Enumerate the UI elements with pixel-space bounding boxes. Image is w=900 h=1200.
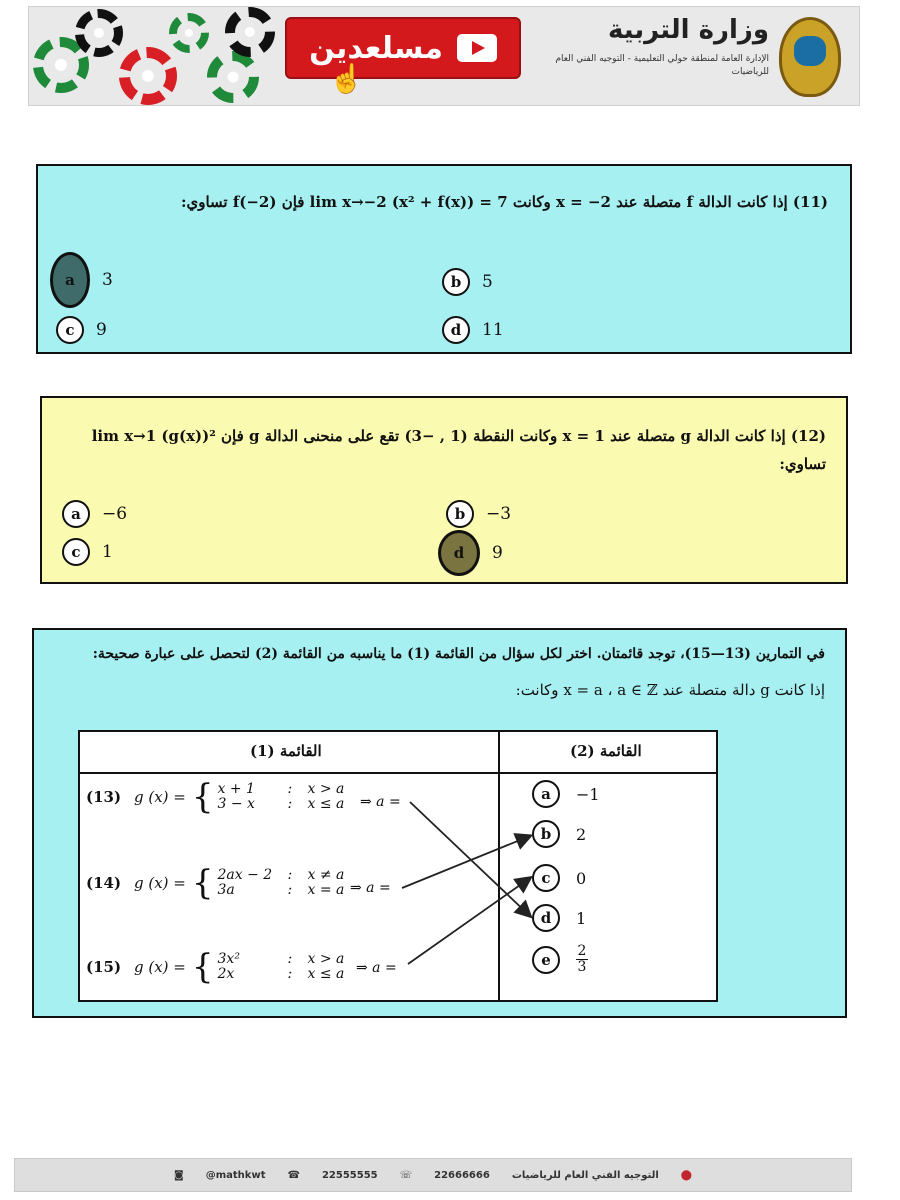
footer-instagram: @mathkwt: [205, 1169, 266, 1181]
piecewise-cases: 2ax − 2 : x ≠ a 3a : x = a: [217, 867, 345, 898]
brace-icon: {: [191, 863, 214, 903]
function-label: g (x) =: [134, 958, 186, 976]
list2-letter: a: [532, 780, 560, 808]
gear-icon: [75, 9, 123, 57]
list2-value: 2: [576, 824, 587, 844]
list2-letter: c: [532, 864, 560, 892]
question-12-stem: (12) إذا كانت الدالة g متصلة عند x = 1 وكانت النقطة (1 , −3) تقع على منحنى الدالة g فإن lim x→1 (g(x))²: [91, 427, 826, 445]
option-value: 5: [482, 272, 493, 292]
implies-a: ⇒ a =: [350, 880, 391, 896]
gear-icon: [225, 7, 275, 57]
header-banner: [28, 6, 860, 106]
option-letter-d-selected: d: [438, 530, 480, 576]
instagram-icon: ◙: [174, 1169, 184, 1181]
option-letter: b: [446, 500, 474, 528]
option-d[interactable]: [438, 530, 503, 576]
option-value: 9: [96, 320, 107, 340]
list2-value: 1: [576, 908, 587, 928]
option-value: 1: [102, 542, 113, 562]
list2-value: −1: [576, 784, 600, 804]
function-label: g (x) =: [134, 874, 186, 892]
matching-table: [78, 730, 718, 1002]
implies-a: ⇒ a =: [360, 794, 401, 810]
list2-letter: e: [532, 946, 560, 974]
option-letter: b: [442, 268, 470, 296]
option-value: −3: [486, 504, 512, 524]
hand-cursor-icon: ☝: [329, 62, 364, 95]
fraction-value: $\frac{2}{3}$: [577, 943, 587, 975]
piecewise-cases: x + 1 : x > a 3 − x : x ≤ a: [217, 781, 345, 812]
matching-exercise-box: [32, 628, 847, 1018]
option-letter: a: [62, 500, 90, 528]
option-letter: c: [62, 538, 90, 566]
footer-bar: [14, 1158, 852, 1192]
gear-icon: [207, 51, 259, 103]
option-value: 3: [102, 270, 113, 290]
option-letter: c: [56, 316, 84, 344]
youtube-play-icon: [457, 34, 497, 62]
option-value: 11: [482, 320, 504, 340]
list2-letter: b: [532, 820, 560, 848]
option-c[interactable]: [56, 316, 107, 344]
option-a[interactable]: [50, 252, 113, 308]
list2-letter: d: [532, 904, 560, 932]
option-b[interactable]: [442, 268, 493, 296]
arrow-15-to-c: [408, 878, 530, 964]
kuwait-emblem-icon: [779, 17, 841, 97]
row-number: (14): [86, 874, 122, 892]
option-a[interactable]: [62, 500, 127, 528]
location-icon: ⬤: [680, 1169, 692, 1181]
ministry-name: وزارة التربية: [607, 15, 769, 45]
arrow-13-to-d: [410, 802, 530, 916]
brace-icon: {: [191, 777, 214, 817]
gear-icon: [169, 13, 209, 53]
list1-header: القائمة (1): [250, 742, 322, 760]
list2-header: القائمة (2): [570, 742, 642, 760]
footer-fax: 22666666: [434, 1169, 490, 1181]
phone-icon: ☎: [287, 1169, 300, 1181]
option-letter-a-selected: a: [50, 252, 90, 308]
function-label: g (x) =: [134, 788, 186, 806]
implies-a: ⇒ a =: [356, 960, 397, 976]
option-b[interactable]: [446, 500, 511, 528]
brace-icon: {: [191, 947, 214, 987]
footer-phone: 22555555: [321, 1169, 378, 1181]
option-c[interactable]: [62, 538, 113, 566]
option-value: −6: [102, 504, 128, 524]
arrow-14-to-b: [402, 836, 530, 888]
option-d[interactable]: [442, 316, 504, 344]
footer-department: التوجيه الفني العام للرياضيات: [511, 1169, 659, 1181]
matching-given: إذا كانت g دالة متصلة عند x = a ، a ∈ ℤ وكانت:: [515, 681, 825, 699]
matching-instruction: في التمارين (13—15)، توجد قائمتان. اختر لكل سؤال من القائمة (1) ما يناسبه من القائمة (2) لتحصل على عبارة صحيحة:: [92, 646, 825, 662]
row-number: (15): [86, 958, 122, 976]
question-11-stem: (11) إذا كانت الدالة f متصلة عند x = −2 وكانت lim x→−2 (x² + f(x)) = 7 فإن f(−2) تساوي:: [180, 193, 828, 211]
question-11-box: [36, 164, 852, 354]
list2-value: 0: [576, 868, 587, 888]
channel-button-label: مسلعدين: [309, 30, 443, 66]
youtube-channel-button[interactable]: [285, 17, 521, 79]
ministry-subtitle: الإدارة العامة لمنطقة حولي التعليمية - التوجيه الفني العام للرياضيات: [555, 54, 769, 77]
gear-icon: [119, 47, 177, 105]
question-12-box: [40, 396, 848, 584]
question-12-stem-continued: تساوي:: [779, 455, 826, 473]
matching-arrows: [80, 732, 720, 1004]
option-letter: d: [442, 316, 470, 344]
option-value: 9: [492, 543, 503, 563]
piecewise-cases: 3x² : x > a 2x : x ≤ a: [217, 951, 345, 982]
fax-icon: ☏: [399, 1169, 413, 1181]
row-number: (13): [86, 788, 122, 806]
